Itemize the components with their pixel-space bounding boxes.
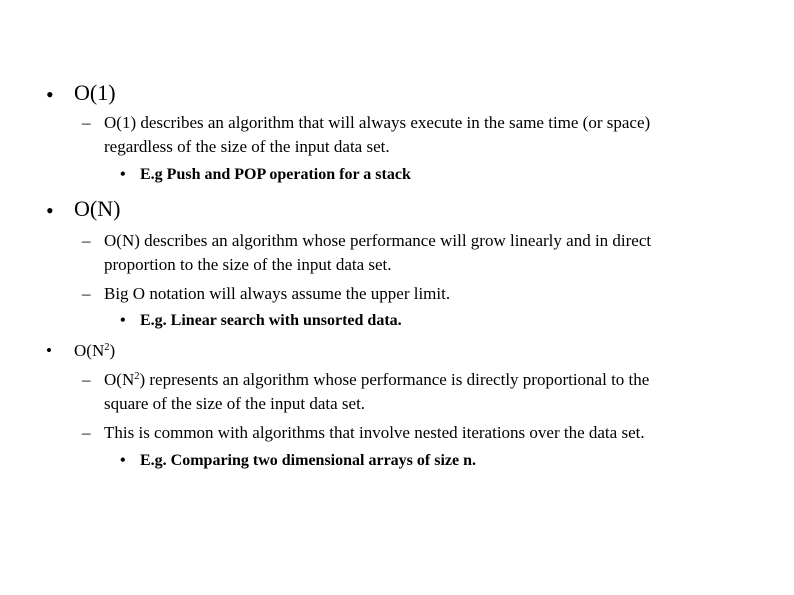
- dash-on-desc: –: [82, 231, 91, 250]
- bullet-on: •: [46, 198, 54, 223]
- on2-example: E.g. Comparing two dimensional arrays of size n.: [140, 452, 476, 469]
- dash-on-point2: –: [82, 284, 91, 303]
- on-point2: Big O notation will always assume the upper limit.: [104, 284, 451, 303]
- bullet-on2-example: •: [120, 452, 126, 469]
- dash-on2-desc: –: [82, 370, 91, 389]
- on2-desc-line2: square of the size of the input data set.: [104, 394, 366, 413]
- on-desc-line1: O(N) describes an algorithm whose performance will grow linearly and in direct: [104, 231, 652, 250]
- on2-desc-base: O(N: [104, 370, 135, 389]
- on2-desc-rest: ) represents an algorithm whose performance is directly proportional to the: [139, 370, 650, 389]
- heading-on2: [74, 342, 115, 359]
- on2-point2: This is common with algorithms that involve nested iterations over the data set.: [104, 423, 645, 442]
- bullet-o1-example: •: [120, 166, 126, 183]
- heading-on2-base: O(N: [74, 341, 105, 360]
- dash-o1-desc: –: [82, 113, 91, 132]
- heading-o1: O(1): [74, 80, 116, 105]
- on2-desc-line1: [104, 371, 649, 388]
- on2-desc-sup: 2: [134, 371, 140, 383]
- o1-desc-line1: O(1) describes an algorithm that will always execute in the same time (or space): [104, 113, 651, 132]
- dash-on2-point2: –: [82, 423, 91, 442]
- bullet-o1: •: [46, 82, 54, 107]
- o1-example: E.g Push and POP operation for a stack: [140, 166, 411, 183]
- heading-on2-sup: 2: [104, 342, 110, 354]
- on-example: E.g. Linear search with unsorted data.: [140, 312, 402, 329]
- bullet-on2: •: [46, 341, 52, 360]
- heading-on: O(N): [74, 196, 121, 221]
- o1-desc-line2: regardless of the size of the input data set.: [104, 137, 390, 156]
- heading-on2-close: ): [109, 341, 116, 360]
- bullet-on-example: •: [120, 312, 126, 329]
- on-desc-line2: proportion to the size of the input data set.: [104, 255, 392, 274]
